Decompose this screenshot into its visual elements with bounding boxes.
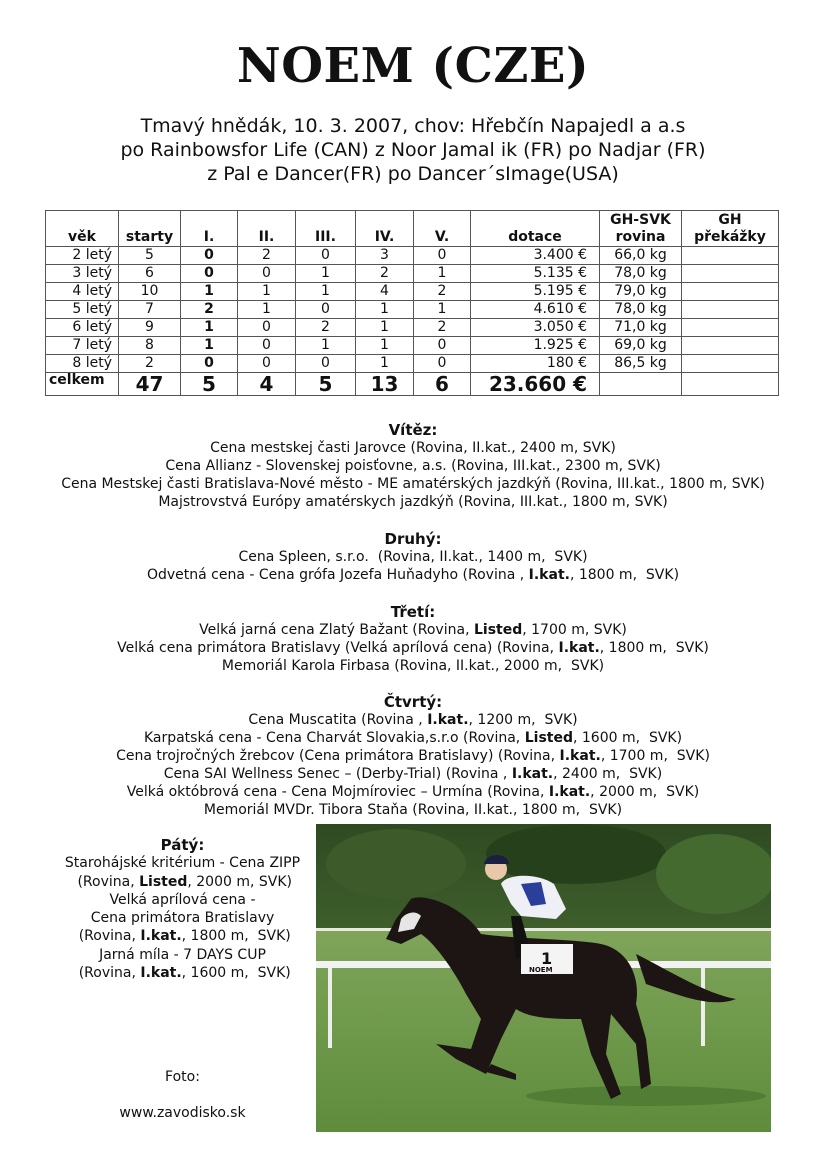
section-fifth [50, 836, 315, 982]
total-age: celkem [46, 373, 119, 396]
race-line [50, 927, 315, 945]
row-gh-svk: 79,0 kg [600, 283, 682, 301]
row-second: 0 [238, 355, 296, 373]
row-gh-prekazky [682, 337, 779, 355]
horse-photo-illustration [316, 824, 771, 1132]
col-header-age: věk [46, 211, 119, 247]
pedigree-line: po Rainbowsfor Life (CAN) z Noor Jamal ik (FR) po Nadjar (FR) [120, 139, 706, 161]
race-category-bold: I.kat. [140, 965, 182, 982]
row-starts: 6 [119, 265, 181, 283]
photo-credit-label: Foto: [165, 1069, 200, 1085]
section-heading: Pátý: [160, 836, 205, 854]
table-row [46, 283, 779, 301]
race-category-bold: I.kat. [558, 640, 600, 656]
section-heading: Třetí: [390, 603, 436, 621]
race-category-bold: I.kat. [528, 567, 570, 583]
row-second: 1 [238, 283, 296, 301]
row-fifth: 0 [414, 355, 471, 373]
race-line [50, 891, 315, 909]
race-line [0, 621, 826, 639]
row-fourth: 2 [356, 265, 414, 283]
section-fourth [0, 693, 826, 819]
row-second: 0 [238, 319, 296, 337]
row-gh-svk: 69,0 kg [600, 337, 682, 355]
row-prize: 5.195 € [471, 283, 600, 301]
race-line [50, 964, 315, 982]
total-prize: 23.660 € [471, 373, 600, 396]
table-total-row [46, 373, 779, 396]
race-stats-table [45, 210, 779, 396]
row-gh-prekazky [682, 283, 779, 301]
horse-name-title: NOEM (CZE) [236, 38, 590, 94]
row-fifth: 2 [414, 319, 471, 337]
total-second: 4 [238, 373, 296, 396]
row-third: 1 [296, 337, 356, 355]
race-line-text: Memoriál Karola Firbasa (Rovina, II.kat., 2000 m, SVK) [221, 658, 605, 674]
row-gh-svk: 71,0 kg [600, 319, 682, 337]
row-gh-prekazky [682, 301, 779, 319]
saddle-cloth-name: NOEM [529, 966, 553, 974]
col-header-gh-svk-line1: GH-SVK [610, 212, 671, 228]
row-prize: 1.925 € [471, 337, 600, 355]
race-line [0, 548, 826, 566]
total-third: 5 [296, 373, 356, 396]
row-fifth: 0 [414, 247, 471, 265]
row-fourth: 1 [356, 355, 414, 373]
row-fourth: 1 [356, 337, 414, 355]
pedigree-line: Tmavý hnědák, 10. 3. 2007, chov: Hřebčín Napajedl a a.s [140, 115, 686, 137]
race-line: Cena Mestskej časti Bratislava-Nové město - ME amatérských jazdkýň (Rovina, III.kat., 1800 m, SVK) [61, 476, 765, 492]
race-line [0, 765, 826, 783]
row-first: 2 [181, 301, 238, 319]
race-line [50, 909, 315, 927]
row-second: 0 [238, 265, 296, 283]
row-starts: 10 [119, 283, 181, 301]
row-third: 2 [296, 319, 356, 337]
row-second: 0 [238, 337, 296, 355]
race-line-text: Cena trojročných žrebcov (Cena primátora Bratislavy) (Rovina, [116, 748, 560, 764]
race-line [0, 729, 826, 747]
race-line-text: Cena Muscatita (Rovina , [248, 712, 428, 728]
race-line-text: , 1800 m, SVK) [181, 928, 291, 945]
race-line-text: (Rovina, [74, 928, 141, 945]
row-age: 7 letý [46, 337, 119, 355]
table-row [46, 355, 779, 373]
table-header-row [46, 211, 779, 247]
race-line-text: , 2400 m, SVK) [553, 766, 663, 782]
race-category-bold: I.kat. [511, 766, 554, 782]
horse-photo [316, 824, 771, 1132]
row-age: 8 letý [46, 355, 119, 373]
race-line-text: , 1800 m, SVK) [599, 640, 709, 656]
col-header-gh-prekazky-line1: GH [718, 212, 742, 228]
row-gh-prekazky [682, 319, 779, 337]
section-second [0, 530, 826, 584]
row-prize: 180 € [471, 355, 600, 373]
row-fourth: 1 [356, 319, 414, 337]
row-gh-svk: 78,0 kg [600, 265, 682, 283]
col-header-gh-prekazky-line2: překážky [694, 229, 766, 245]
table-row [46, 247, 779, 265]
race-line-text: Velká cena primátora Bratislavy (Velká aprílová cena) (Rovina, [117, 640, 559, 656]
row-third: 0 [296, 247, 356, 265]
race-category-bold: Listed [473, 622, 523, 638]
race-line-text: , 1200 m, SVK) [468, 712, 578, 728]
col-header-first: I. [181, 211, 238, 247]
total-gh-svk [600, 373, 682, 396]
row-age: 5 letý [46, 301, 119, 319]
row-third: 1 [296, 265, 356, 283]
race-line-text: Odvetná cena - Cena grófa Jozefa Huňadyho (Rovina , [146, 567, 529, 583]
race-line [0, 783, 826, 801]
row-fifth: 0 [414, 337, 471, 355]
row-gh-prekazky [682, 355, 779, 373]
row-age: 2 letý [46, 247, 119, 265]
pedigree-line: z Pal e Dancer(FR) po Dancer´sImage(USA) [207, 163, 619, 185]
table-row [46, 301, 779, 319]
race-line-text: , 2000 m, SVK) [187, 873, 292, 890]
row-fourth: 4 [356, 283, 414, 301]
race-category-bold: I.kat. [548, 784, 591, 800]
race-category-bold: Listed [139, 873, 188, 890]
race-line [50, 854, 315, 872]
race-line-text: Starohájské kritérium - Cena ZIPP [64, 855, 301, 872]
col-header-second: II. [238, 211, 296, 247]
row-fifth: 1 [414, 265, 471, 283]
race-line-text: (Rovina, [73, 873, 140, 890]
row-first: 0 [181, 355, 238, 373]
col-header-fifth: V. [414, 211, 471, 247]
row-gh-svk: 86,5 kg [600, 355, 682, 373]
row-starts: 2 [119, 355, 181, 373]
row-prize: 4.610 € [471, 301, 600, 319]
race-line [0, 711, 826, 729]
race-line-text: Cena primátora Bratislavy [90, 910, 275, 927]
race-category-bold: I.kat. [559, 748, 601, 764]
row-gh-svk: 66,0 kg [600, 247, 682, 265]
race-line [50, 946, 315, 964]
race-line-text: Memoriál MVDr. Tibora Staňa (Rovina, II.kat., 1800 m, SVK) [203, 802, 623, 818]
row-first: 1 [181, 337, 238, 355]
race-line [0, 747, 826, 765]
row-third: 0 [296, 301, 356, 319]
row-starts: 5 [119, 247, 181, 265]
row-third: 1 [296, 283, 356, 301]
row-starts: 7 [119, 301, 181, 319]
race-category-bold: Listed [524, 730, 573, 746]
race-line: Majstrovstvá Európy amatérskych jazdkýň (Rovina, III.kat., 1800 m, SVK) [158, 494, 668, 510]
col-header-fourth: IV. [356, 211, 414, 247]
col-header-third: III. [296, 211, 356, 247]
row-first: 0 [181, 247, 238, 265]
row-fourth: 1 [356, 301, 414, 319]
row-fifth: 1 [414, 301, 471, 319]
row-fourth: 3 [356, 247, 414, 265]
row-starts: 8 [119, 337, 181, 355]
row-fifth: 2 [414, 283, 471, 301]
race-line-text: , 1600 m, SVK) [572, 730, 683, 746]
race-line-text: , 1800 m, SVK) [569, 567, 680, 583]
row-third: 0 [296, 355, 356, 373]
row-starts: 9 [119, 319, 181, 337]
row-gh-prekazky [682, 247, 779, 265]
row-age: 6 letý [46, 319, 119, 337]
race-line [0, 657, 826, 675]
race-line-text: Cena Spleen, s.r.o. (Rovina, II.kat., 1400 m, SVK) [238, 549, 588, 565]
race-line-text: Jarná míla - 7 DAYS CUP [99, 946, 266, 963]
race-line: Cena Allianz - Slovenskej poisťovne, a.s. (Rovina, III.kat., 2300 m, SVK) [165, 458, 661, 474]
back-rail [316, 928, 771, 931]
table-row [46, 337, 779, 355]
race-line-text: Velká aprílová cena - [109, 891, 256, 908]
race-line-text: Velká októbrová cena - Cena Mojmíroviec – Urmína (Rovina, [126, 784, 549, 800]
row-gh-svk: 78,0 kg [600, 301, 682, 319]
race-line-text: , 1600 m, SVK) [181, 965, 291, 982]
col-header-gh-svk-line2: rovina [615, 229, 666, 245]
table-row [46, 265, 779, 283]
race-line [0, 566, 826, 584]
col-header-prize: dotace [471, 211, 600, 247]
total-fourth: 13 [356, 373, 414, 396]
total-starts: 47 [119, 373, 181, 396]
photo-credit-source: www.zavodisko.sk [119, 1105, 246, 1121]
race-line-text: Velká jarná cena Zlatý Bažant (Rovina, [199, 622, 474, 638]
total-fifth: 6 [414, 373, 471, 396]
row-age: 4 letý [46, 283, 119, 301]
row-prize: 3.400 € [471, 247, 600, 265]
section-heading: Vítěz: [388, 421, 438, 439]
race-category-bold: I.kat. [140, 928, 182, 945]
race-line-text: Cena SAI Wellness Senec – (Derby-Trial) (Rovina , [163, 766, 512, 782]
section-heading: Druhý: [384, 530, 442, 548]
race-category-bold: I.kat. [427, 712, 469, 728]
col-header-gh-prekazky [682, 211, 779, 247]
table-row [46, 319, 779, 337]
race-line [0, 801, 826, 819]
race-line: Cena mestskej časti Jarovce (Rovina, II.kat., 2400 m, SVK) [210, 440, 616, 456]
total-first: 5 [181, 373, 238, 396]
race-line-text: , 1700 m, SVK) [600, 748, 710, 764]
section-heading: Čtvrtý: [383, 693, 443, 711]
col-header-starts: starty [119, 211, 181, 247]
row-first: 1 [181, 319, 238, 337]
race-line [50, 873, 315, 891]
col-header-gh-svk [600, 211, 682, 247]
section-third [0, 603, 826, 675]
row-age: 3 letý [46, 265, 119, 283]
row-prize: 5.135 € [471, 265, 600, 283]
section-winner [0, 421, 826, 511]
row-second: 2 [238, 247, 296, 265]
race-line-text: , 1700 m, SVK) [522, 622, 627, 638]
pedigree-block [0, 114, 826, 186]
row-second: 1 [238, 301, 296, 319]
total-gh-prekazky [682, 373, 779, 396]
race-line-text: Karpatská cena - Cena Charvát Slovakia,s.r.o (Rovina, [143, 730, 525, 746]
row-gh-prekazky [682, 265, 779, 283]
race-line-text: (Rovina, [74, 965, 141, 982]
row-first: 0 [181, 265, 238, 283]
saddle-cloth-number: 1 [541, 949, 553, 968]
row-prize: 3.050 € [471, 319, 600, 337]
race-line-text: , 2000 m, SVK) [590, 784, 700, 800]
row-first: 1 [181, 283, 238, 301]
race-line [0, 639, 826, 657]
